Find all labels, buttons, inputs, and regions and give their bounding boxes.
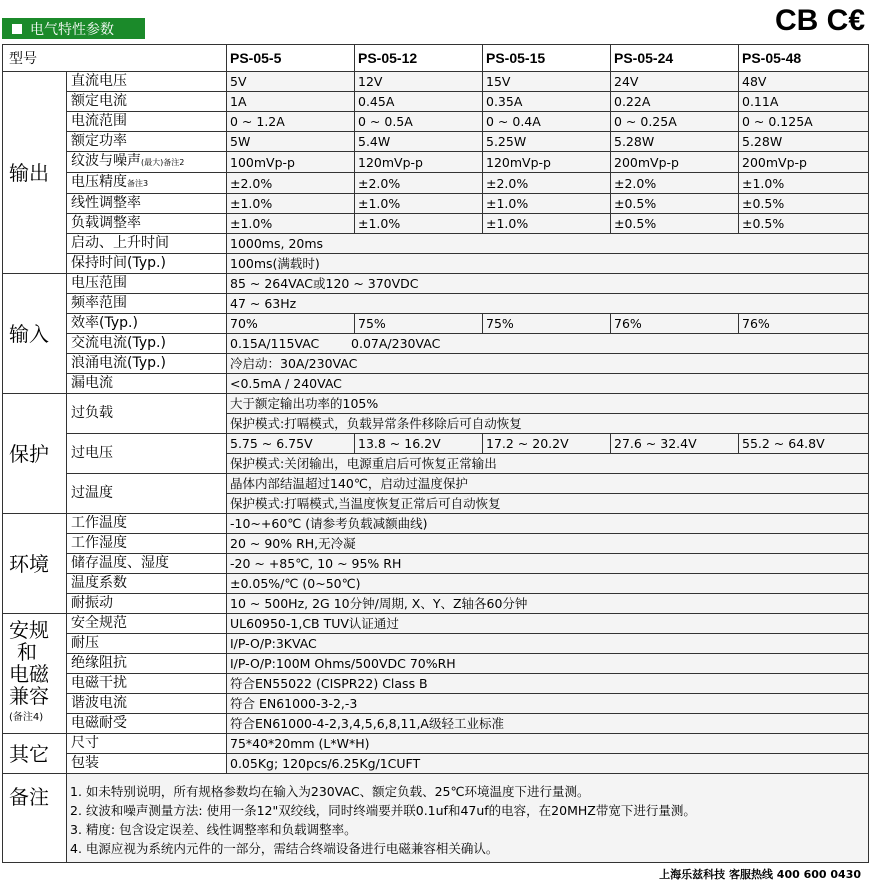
value-cell: ±1.0% — [355, 194, 483, 214]
value-cell: 保护模式:打嗝模式,当温度恢复正常后可自动恢复 — [227, 494, 869, 514]
value-cell: 75% — [483, 314, 611, 334]
item-label: 交流电流(Typ.) — [67, 334, 227, 354]
value-cell: 0 ~ 0.125A — [739, 112, 869, 132]
value-cell: 5.75 ~ 6.75V — [227, 434, 355, 454]
value-cell: 12V — [355, 72, 483, 92]
value-cell: 120mVp-p — [483, 152, 611, 173]
item-label: 效率(Typ.) — [67, 314, 227, 334]
category-protection: 保护 — [3, 394, 67, 514]
table-row — [3, 534, 869, 554]
cb-ce-logo: CB C€ — [774, 4, 865, 37]
table-row — [3, 234, 869, 254]
item-label: 保持时间(Typ.) — [67, 254, 227, 274]
category-output: 输出 — [3, 72, 67, 274]
category-notes: 备注 — [3, 774, 67, 863]
table-row — [3, 774, 869, 863]
value-cell: 5V — [227, 72, 355, 92]
table-row — [3, 354, 869, 374]
spec-table — [2, 44, 869, 863]
value-cell: 0.05Kg; 120pcs/6.25Kg/1CUFT — [227, 754, 869, 774]
item-note: 备注3 — [127, 179, 149, 188]
item-label: 电流范围 — [67, 112, 227, 132]
category-safety-emc — [3, 614, 67, 734]
value-cell: -10~+60℃ (请参考负载减额曲线) — [227, 514, 869, 534]
table-row — [3, 594, 869, 614]
value-cell: 0.11A — [739, 92, 869, 112]
value-cell: 100ms(满载时) — [227, 254, 869, 274]
note-line: 3. 精度: 包含设定误差、线性调整率和负载调整率。 — [70, 822, 357, 837]
table-row — [3, 132, 869, 152]
hotline-text: 上海乐兹科技 客服热线 400 600 0430 — [659, 868, 861, 881]
value-cell: 晶体内部结温超过140℃，启动过温度保护 — [227, 474, 869, 494]
value-cell: 55.2 ~ 64.8V — [739, 434, 869, 454]
item-label: 电压范围 — [67, 274, 227, 294]
item-label: 频率范围 — [67, 294, 227, 314]
value-cell: I/P-O/P:100M Ohms/500VDC 70%RH — [227, 654, 869, 674]
model-cell: PS-05-24 — [611, 45, 739, 72]
value-cell: 1000ms, 20ms — [227, 234, 869, 254]
item-label: 耐振动 — [67, 594, 227, 614]
value-cell: 0 ~ 0.4A — [483, 112, 611, 132]
table-row — [3, 92, 869, 112]
item-label: 负载调整率 — [67, 214, 227, 234]
value-cell: ±1.0% — [355, 214, 483, 234]
note-line: 4. 电源应视为系统内元件的一部分，需结合终端设备进行电磁兼容相关确认。 — [70, 841, 499, 856]
model-cell: PS-05-48 — [739, 45, 869, 72]
table-row — [3, 434, 869, 454]
item-note: (最大)备注2 — [141, 158, 185, 167]
value-cell: ±0.5% — [739, 194, 869, 214]
table-row — [3, 674, 869, 694]
item-label: 工作温度 — [67, 514, 227, 534]
value-cell: 76% — [611, 314, 739, 334]
table-row — [3, 474, 869, 494]
value-cell: 200mVp-p — [739, 152, 869, 173]
value-cell: ±1.0% — [483, 194, 611, 214]
table-row — [3, 294, 869, 314]
item-label: 额定功率 — [67, 132, 227, 152]
item-label: 过电压 — [67, 434, 227, 474]
value-cell: 0 ~ 0.25A — [611, 112, 739, 132]
value-cell: ±1.0% — [739, 173, 869, 194]
value-cell: 符合EN61000-4-2,3,4,5,6,8,11,A级轻工业标准 — [227, 714, 869, 734]
notes-cell — [67, 774, 869, 863]
table-row — [3, 254, 869, 274]
table-row — [3, 152, 869, 173]
value-cell: 75*40*20mm (L*W*H) — [227, 734, 869, 754]
item-text: 电压精度 — [71, 174, 127, 190]
category-environment: 环境 — [3, 514, 67, 614]
value-cell: 120mVp-p — [355, 152, 483, 173]
item-label — [67, 173, 227, 194]
value-cell: 15V — [483, 72, 611, 92]
category-label: 和 — [17, 639, 37, 664]
value-cell: -20 ~ +85℃, 10 ~ 95% RH — [227, 554, 869, 574]
table-row — [3, 734, 869, 754]
value-cell: UL60950-1,CB TUV认证通过 — [227, 614, 869, 634]
value-cell: 冷启动：30A/230VAC — [227, 354, 869, 374]
table-row — [3, 112, 869, 132]
value-cell: 17.2 ~ 20.2V — [483, 434, 611, 454]
item-label: 过负载 — [67, 394, 227, 434]
value-cell: 27.6 ~ 32.4V — [611, 434, 739, 454]
table-row — [3, 194, 869, 214]
value-cell: ±1.0% — [227, 194, 355, 214]
item-label: 谐波电流 — [67, 694, 227, 714]
item-label: 漏电流 — [67, 374, 227, 394]
value-cell: 5.4W — [355, 132, 483, 152]
item-label: 储存温度、湿度 — [67, 554, 227, 574]
value-cell: ±0.05%/℃ (0~50℃) — [227, 574, 869, 594]
model-cell: PS-05-5 — [227, 45, 355, 72]
value-cell: ±0.5% — [611, 194, 739, 214]
item-label: 线性调整率 — [67, 194, 227, 214]
item-label: 工作湿度 — [67, 534, 227, 554]
category-input: 输入 — [3, 274, 67, 394]
value-cell: ±2.0% — [483, 173, 611, 194]
item-label: 额定电流 — [67, 92, 227, 112]
table-row — [3, 694, 869, 714]
note-line: 1. 如未特别说明，所有规格参数均在输入为230VAC、额定负载、25℃环境温度下进行量测。 — [70, 784, 590, 799]
table-row — [3, 374, 869, 394]
value-cell: ±1.0% — [227, 214, 355, 234]
value-cell: ±0.5% — [739, 214, 869, 234]
table-row — [3, 314, 869, 334]
item-label: 直流电压 — [67, 72, 227, 92]
value-cell: 0.15A/115VAC 0.07A/230VAC — [227, 334, 869, 354]
section-title-bar — [2, 18, 145, 39]
value-cell: 1A — [227, 92, 355, 112]
note-line: 2. 纹波和噪声测量方法: 使用一条12"双绞线，同时终端要并联0.1uf和47uf的电容，在20MHZ带宽下进行量测。 — [70, 803, 696, 818]
table-row — [3, 214, 869, 234]
value-cell: ±1.0% — [483, 214, 611, 234]
value-cell: 76% — [739, 314, 869, 334]
value-cell: 保护模式:打嗝模式，负载异常条件移除后可自动恢复 — [227, 414, 869, 434]
table-row — [3, 72, 869, 92]
value-cell: 5.28W — [611, 132, 739, 152]
item-label — [67, 152, 227, 173]
value-cell: 保护模式:关闭输出，电源重启后可恢复正常输出 — [227, 454, 869, 474]
value-cell: I/P-O/P:3KVAC — [227, 634, 869, 654]
table-row — [3, 754, 869, 774]
value-cell: 100mVp-p — [227, 152, 355, 173]
value-cell: ±2.0% — [611, 173, 739, 194]
value-cell: 0.22A — [611, 92, 739, 112]
value-cell: 0 ~ 0.5A — [355, 112, 483, 132]
value-cell: 48V — [739, 72, 869, 92]
item-label: 耐压 — [67, 634, 227, 654]
model-row — [3, 45, 869, 72]
value-cell: 0 ~ 1.2A — [227, 112, 355, 132]
value-cell: 0.35A — [483, 92, 611, 112]
table-row — [3, 574, 869, 594]
section-title: 电气特性参数 — [30, 21, 114, 38]
value-cell: 75% — [355, 314, 483, 334]
value-cell: 10 ~ 500Hz, 2G 10分钟/周期, X、Y、Z轴各60分钟 — [227, 594, 869, 614]
item-label: 绝缘阻抗 — [67, 654, 227, 674]
table-row — [3, 654, 869, 674]
value-cell: 5.28W — [739, 132, 869, 152]
item-label: 电磁干扰 — [67, 674, 227, 694]
table-row — [3, 554, 869, 574]
table-row — [3, 614, 869, 634]
value-cell: 符合EN55022 (CISPR22) Class B — [227, 674, 869, 694]
value-cell: 85 ~ 264VAC或120 ~ 370VDC — [227, 274, 869, 294]
table-row — [3, 514, 869, 534]
table-row — [3, 394, 869, 414]
item-label: 温度系数 — [67, 574, 227, 594]
item-text: 纹波与噪声 — [71, 153, 141, 169]
item-label: 尺寸 — [67, 734, 227, 754]
value-cell: ±0.5% — [611, 214, 739, 234]
model-cell: PS-05-12 — [355, 45, 483, 72]
category-label: 安规 — [9, 617, 49, 642]
square-icon — [12, 24, 22, 34]
category-other: 其它 — [3, 734, 67, 774]
table-row — [3, 173, 869, 194]
table-row — [3, 334, 869, 354]
value-cell: 13.8 ~ 16.2V — [355, 434, 483, 454]
value-cell: 0.45A — [355, 92, 483, 112]
table-row — [3, 714, 869, 734]
model-label: 型号 — [3, 45, 227, 72]
value-cell: ±2.0% — [227, 173, 355, 194]
item-label: 浪涌电流(Typ.) — [67, 354, 227, 374]
category-label: 电磁 — [9, 661, 49, 686]
value-cell: 20 ~ 90% RH,无冷凝 — [227, 534, 869, 554]
value-cell: 5W — [227, 132, 355, 152]
value-cell: 47 ~ 63Hz — [227, 294, 869, 314]
value-cell: 200mVp-p — [611, 152, 739, 173]
table-row — [3, 634, 869, 654]
item-label: 过温度 — [67, 474, 227, 514]
value-cell: <0.5mA / 240VAC — [227, 374, 869, 394]
value-cell: 大于额定输出功率的105% — [227, 394, 869, 414]
item-label: 启动、上升时间 — [67, 234, 227, 254]
category-note: (备注4) — [9, 711, 44, 723]
model-cell: PS-05-15 — [483, 45, 611, 72]
value-cell: 70% — [227, 314, 355, 334]
value-cell: 5.25W — [483, 132, 611, 152]
value-cell: 符合 EN61000-3-2,-3 — [227, 694, 869, 714]
table-row — [3, 274, 869, 294]
category-label: 兼容 — [9, 683, 49, 708]
item-label: 电磁耐受 — [67, 714, 227, 734]
item-label: 包装 — [67, 754, 227, 774]
value-cell: 24V — [611, 72, 739, 92]
item-label: 安全规范 — [67, 614, 227, 634]
value-cell: ±2.0% — [355, 173, 483, 194]
